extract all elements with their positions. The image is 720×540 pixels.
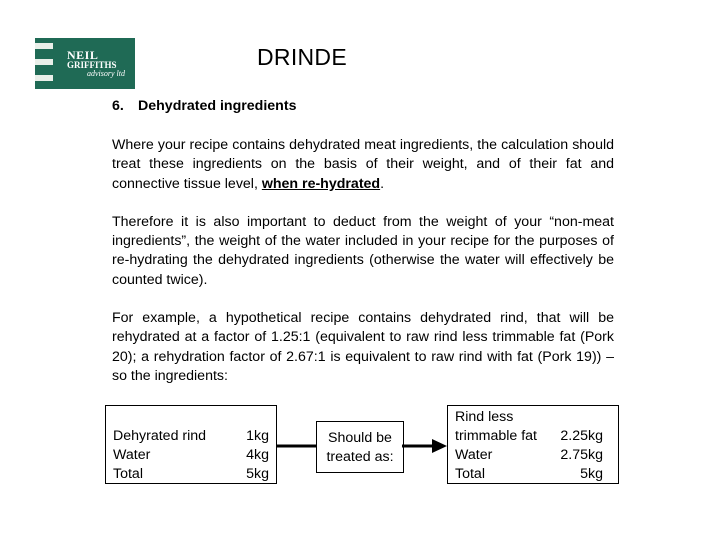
paragraph-2: Therefore it is also important to deduct from the weight of your “non-meat ingredients”, the weight of the water included in your recipe for the purposes of re-hydrating the dehydrated ingredients (otherwise the water will effectively be counted twice). xyxy=(112,213,614,288)
section-heading-text: Dehydrated ingredients xyxy=(138,98,297,114)
arrow-right-icon xyxy=(276,436,317,456)
ingredient-label: Rind less xyxy=(455,409,514,425)
ingredient-value: 4kg xyxy=(246,447,269,463)
ingredient-label: Total xyxy=(455,466,485,482)
ingredient-label: Dehyrated rind xyxy=(113,428,207,444)
section-number: 6. xyxy=(112,98,124,114)
document-body xyxy=(112,98,614,405)
paragraph-1-text: Where your recipe contains dehydrated meat ingredients, the calculation should treat these ingredients on the basis of their weight, and of their fat and connective tissue level, xyxy=(112,137,614,192)
paragraph-1-emphasis: when re-hydrated xyxy=(261,175,381,192)
ingredient-value: 2.25kg xyxy=(560,428,603,444)
ingredient-value: 2.75kg xyxy=(560,447,603,463)
conversion-line-1: Should be xyxy=(328,430,392,446)
logo-mark xyxy=(35,75,53,81)
logo-line-2: GRIFFITHS xyxy=(67,60,117,70)
ingredient-label: Water xyxy=(113,447,151,463)
paragraph-1 xyxy=(112,136,614,194)
ingredient-value: 5kg xyxy=(246,466,269,482)
table-row xyxy=(455,409,611,428)
rehydrated-ingredients-box xyxy=(447,405,619,484)
original-ingredients-box xyxy=(105,405,277,484)
ingredient-label: Water xyxy=(455,447,493,463)
table-row xyxy=(113,428,269,447)
table-row xyxy=(455,447,611,466)
section-heading xyxy=(112,98,614,114)
table-row xyxy=(113,466,269,485)
logo-line-3: advisory ltd xyxy=(87,69,125,78)
paragraph-3: For example, a hypothetical recipe contains dehydrated rind, that will be rehydrated at a factor of 1.25:1 (equivalent to raw rind less trimmable fat (Pork 20); a rehydration factor of 2.67:1 is equivalent to raw rind with fat (Pork 19)) – so the ingredients: xyxy=(112,310,614,384)
ingredient-label: trimmable fat xyxy=(455,428,537,444)
slide-title: DRINDE xyxy=(257,44,347,70)
logo-line-1: NEIL xyxy=(67,48,99,62)
conversion-box xyxy=(316,421,404,473)
logo-mark xyxy=(35,59,53,65)
table-row xyxy=(455,466,611,485)
arrow-right-icon xyxy=(402,436,448,456)
ingredient-label: Total xyxy=(113,466,143,482)
table-row xyxy=(113,447,269,466)
ingredient-value: 5kg xyxy=(580,466,603,482)
logo-mark xyxy=(35,43,53,49)
company-logo xyxy=(35,38,135,89)
paragraph-1-end: . xyxy=(380,175,385,192)
conversion-line-2: treated as: xyxy=(326,449,394,465)
table-row xyxy=(455,428,611,447)
ingredient-value: 1kg xyxy=(246,428,269,444)
